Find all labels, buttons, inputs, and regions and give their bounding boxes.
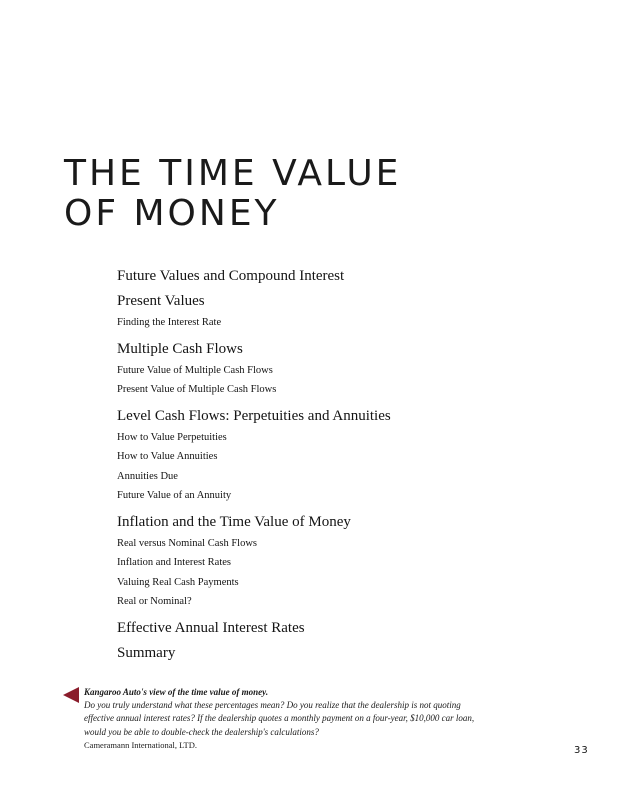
chapter-title-line-1: THE TIME VALUE: [64, 153, 402, 194]
toc-subsection: Future Value of Multiple Cash Flows: [117, 364, 273, 376]
chapter-title: [64, 154, 401, 234]
page-number: 33: [574, 745, 589, 756]
chapter-title-line-2: OF MONEY: [64, 193, 280, 234]
toc-section: Present Values: [117, 293, 205, 309]
toc-subsection: How to Value Annuities: [117, 451, 218, 462]
toc-subsection: Inflation and Interest Rates: [117, 557, 232, 568]
caption-body: Do you truly understand what these percentages mean? Do you realize that the dealership is not quoting effective annual interest rates? If the dealership quotes a monthly payment on a four-year, $10,000 car loan, would you be able to double-check the dealership's calculations?: [84, 700, 475, 737]
toc-subsection: Present Value of Multiple Cash Flows: [117, 384, 277, 395]
table-of-contents: [117, 265, 557, 667]
toc-section: Level Cash Flows: Perpetuities and Annuities: [117, 407, 391, 424]
photo-caption: [84, 686, 484, 752]
caption-title: Kangaroo Auto's view of the time value of money.: [84, 687, 269, 697]
toc-subsection: Annuities Due: [117, 470, 178, 482]
toc-subsection: Future Value of an Annuity: [117, 490, 232, 501]
toc-subsection: Real versus Nominal Cash Flows: [117, 537, 257, 549]
toc-subsection: How to Value Perpetuities: [117, 431, 227, 443]
toc-section: Inflation and the Time Value of Money: [117, 513, 351, 530]
toc-section: Effective Annual Interest Rates: [117, 619, 305, 636]
toc-subsection: Finding the Interest Rate: [117, 317, 222, 328]
toc-subsection: Valuing Real Cash Payments: [117, 576, 239, 588]
toc-section: Summary: [117, 644, 176, 661]
caption-credit: Cameramann International, LTD.: [84, 739, 197, 750]
toc-subsection: Real or Nominal?: [117, 596, 192, 607]
caption-marker-icon: [63, 687, 79, 703]
toc-section: Future Values and Compound Interest: [117, 268, 345, 284]
toc-section: Multiple Cash Flows: [117, 340, 243, 357]
